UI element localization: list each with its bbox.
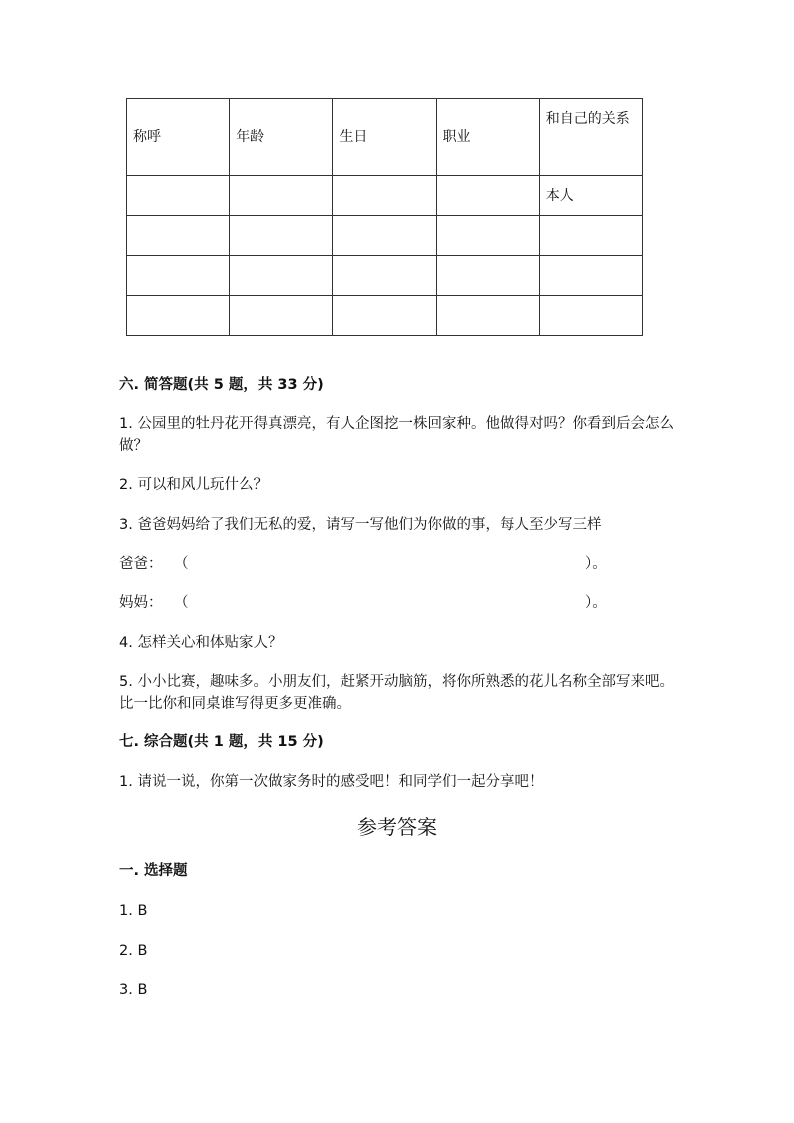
- answer-item: 3. B: [119, 982, 148, 998]
- table-cell[interactable]: [333, 256, 436, 296]
- section7-heading: 七. 综合题(共 1 题，共 15 分): [119, 734, 324, 750]
- table-cell[interactable]: [436, 216, 539, 256]
- table-cell[interactable]: [230, 256, 333, 296]
- answers-section1-heading: 一. 选择题: [119, 863, 188, 879]
- table-row: [127, 296, 643, 336]
- header-cell-birthday: 生日: [333, 99, 436, 176]
- table-cell[interactable]: [436, 296, 539, 336]
- header-cell-job: 职业: [436, 99, 539, 176]
- header-cell-age: 年龄: [230, 99, 333, 176]
- mom-answer-line: [119, 592, 639, 614]
- table-cell[interactable]: [539, 216, 642, 256]
- mom-paren-close: ）。: [585, 595, 607, 611]
- section6-heading: 六. 简答题(共 5 题，共 33 分): [119, 377, 324, 393]
- table-cell[interactable]: [333, 176, 436, 216]
- mom-paren-open: （: [174, 595, 189, 611]
- header-cell-relation: 和自己的关系: [539, 99, 642, 176]
- table-cell[interactable]: [127, 216, 230, 256]
- family-info-table: [126, 98, 643, 336]
- answer-item: 1. B: [119, 903, 148, 919]
- dad-label: 爸爸：: [119, 556, 163, 572]
- answer-item: 2. B: [119, 943, 148, 959]
- table-cell[interactable]: [333, 216, 436, 256]
- section6-question-1: 1. 公园里的牡丹花开得真漂亮，有人企图挖一株回家种。他做得对吗？你看到后会怎么做？: [119, 416, 674, 454]
- dad-paren-close: ）。: [585, 556, 607, 572]
- answers-title: 参考答案: [357, 815, 437, 839]
- table-row: [127, 176, 643, 216]
- table-cell[interactable]: [230, 216, 333, 256]
- table-cell[interactable]: [127, 256, 230, 296]
- table-cell: 本人: [539, 176, 642, 216]
- table-cell[interactable]: [539, 256, 642, 296]
- table-row: [127, 256, 643, 296]
- table-cell[interactable]: [230, 296, 333, 336]
- table-cell[interactable]: [127, 296, 230, 336]
- header-cell-title: 称呼: [127, 99, 230, 176]
- table-cell[interactable]: [539, 296, 642, 336]
- mom-label: 妈妈：: [119, 595, 163, 611]
- table-header-row: [127, 99, 643, 176]
- table-cell[interactable]: [333, 296, 436, 336]
- table-cell[interactable]: [230, 176, 333, 216]
- table-cell[interactable]: [127, 176, 230, 216]
- table-cell[interactable]: [436, 176, 539, 216]
- table-cell[interactable]: [436, 256, 539, 296]
- section6-question-4: 4. 怎样关心和体贴家人？: [119, 635, 283, 651]
- dad-answer-line: [119, 553, 639, 575]
- dad-paren-open: （: [174, 556, 189, 572]
- section6-question-2: 2. 可以和风儿玩什么？: [119, 477, 268, 493]
- section6-question-5: 5. 小小比赛，趣味多。小朋友们，赶紧开动脑筋，将你所熟悉的花儿名称全部写来吧。比一比你和同桌谁写得更多更准确。: [119, 674, 674, 712]
- table-row: [127, 216, 643, 256]
- section6-question-3: 3. 爸爸妈妈给了我们无私的爱，请写一写他们为你做的事，每人至少写三样: [119, 517, 602, 533]
- section7-question-1: 1. 请说一说，你第一次做家务时的感受吧！和同学们一起分享吧！: [119, 774, 544, 790]
